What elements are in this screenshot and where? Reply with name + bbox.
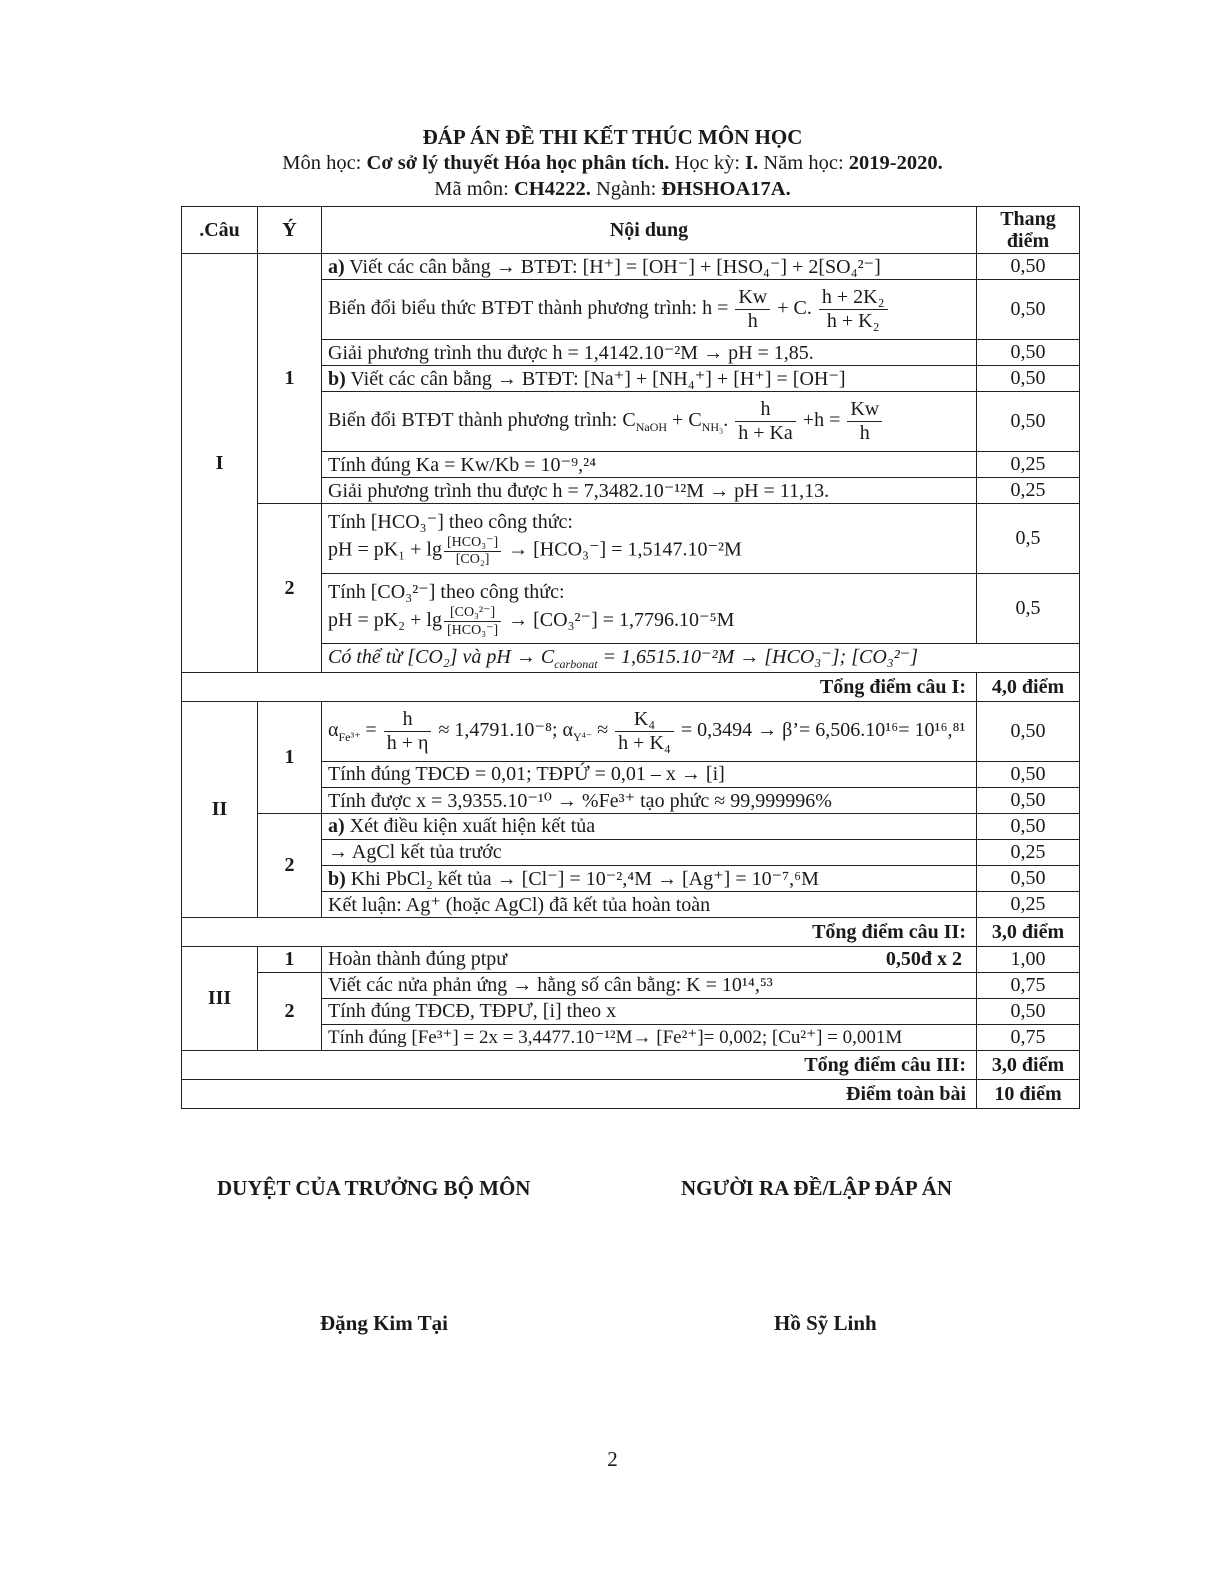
content-cell: Giải phương trình thu được h = 7,3482.10⁻¹²M → pH = 11,13.: [322, 478, 977, 504]
subject-line: [0, 150, 1225, 176]
right-signature-title: NGƯỜI RA ĐỀ/LẬP ĐÁP ÁN: [681, 1176, 953, 1200]
points-cell: 0,50: [977, 788, 1080, 814]
fraction: $\frac{\text{h + 2K₂}}{\text{h + K₂}}$: [819, 286, 888, 333]
points-cell: 0,50: [977, 814, 1080, 840]
total-points: 3,0 điểm: [977, 1051, 1080, 1080]
sub-question-label: 2: [258, 973, 322, 1051]
points-cell: 0,5: [977, 574, 1080, 644]
header-cau: .Câu: [182, 207, 258, 254]
sub-question-label: 2: [258, 814, 322, 918]
points-cell: 0,75: [977, 973, 1080, 999]
course-code: CH4222.: [513, 178, 591, 200]
grand-total-points: 10 điểm: [977, 1080, 1080, 1109]
total-label: Tổng điểm câu I:: [182, 673, 977, 702]
points-cell: 0,5: [977, 504, 1080, 574]
fraction: $\frac{Kw}{h}$: [735, 286, 770, 333]
right-signer-name: Hồ Sỹ Linh: [774, 1311, 877, 1335]
table-row: [182, 814, 1080, 840]
left-signer-name: Đặng Kim Tại: [320, 1311, 448, 1335]
document-title: ĐÁP ÁN ĐỀ THI KẾT THÚC MÔN HỌC: [422, 125, 803, 149]
points-note: 0,50đ x 2: [885, 948, 962, 970]
term-prefix: Học kỳ:: [669, 152, 746, 174]
sub-question-label: 1: [258, 702, 322, 814]
document-header: [0, 124, 1225, 202]
sub-question-label: 1: [258, 254, 322, 504]
content-cell: Tính đúng TĐCĐ, TĐPƯ, [i] theo x: [322, 999, 977, 1025]
sub-question-label: 2: [258, 504, 322, 673]
content-cell: a) Viết các cân bằng → BTĐT: [H⁺] = [OH⁻] + [HSO₄⁻] + 2[SO₄²⁻]: [322, 254, 977, 280]
points-cell: 1,00: [977, 947, 1080, 973]
content-cell: Tính đúng [Fe³⁺] = 2x = 3,4477.10⁻¹²M→ [Fe²⁺]= 0,002; [Cu²⁺] = 0,001M: [322, 1025, 977, 1051]
content-cell: Tính đúng Ka = Kw/Kb = 10⁻⁹,²⁴: [322, 452, 977, 478]
table-header-row: [182, 207, 1080, 254]
points-cell: 0,50: [977, 866, 1080, 892]
points-cell: 0,50: [977, 702, 1080, 762]
total-row: [182, 673, 1080, 702]
fraction: $\frac{h}{h + Ka}$: [735, 398, 796, 445]
fraction: $\frac{Kw}{h}$: [847, 398, 882, 445]
header-y: Ý: [258, 207, 322, 254]
points-cell: 0,25: [977, 478, 1080, 504]
content-cell: Biến đổi BTĐT thành phương trình: $C_{NaOH} + C_{NH_3}$. $\frac{h}{h + Ka}$ +h = $\frac{Kw}{h}$: [322, 392, 977, 452]
grand-total-label: Điểm toàn bài: [182, 1080, 977, 1109]
header-points: Thang điểm: [977, 207, 1080, 254]
content-cell: Viết các nửa phản ứng → hằng số cân bằng: K = 10¹⁴,⁵³: [322, 973, 977, 999]
points-cell: 0,25: [977, 452, 1080, 478]
code-line: [0, 176, 1225, 202]
content-cell: Tính [HCO₃⁻] theo công thức: pH = pK₁ + lg $\frac{\text{[HCO₃⁻]}}{\text{[CO₂]}}$ → [HCO₃⁻] = 1,5147.10⁻²M: [322, 504, 977, 574]
left-signature-title: DUYỆT CỦA TRƯỞNG BỘ MÔN: [217, 1176, 531, 1200]
points-cell: 0,50: [977, 762, 1080, 788]
points-cell: 0,50: [977, 254, 1080, 280]
points-cell: 0,50: [977, 340, 1080, 366]
table-row: [182, 973, 1080, 999]
major: ĐHSHOA17A.: [661, 178, 791, 200]
content-cell: Giải phương trình thu được h = 1,4142.10⁻²M → pH = 1,85.: [322, 340, 977, 366]
points-cell: 0,50: [977, 366, 1080, 392]
fraction: $\frac{\text{K₄}}{\text{h + K₄}}$: [615, 708, 674, 755]
school-year: 2019-2020.: [848, 152, 943, 174]
question-label: II: [182, 702, 258, 918]
content-cell: a) Xét điều kiện xuất hiện kết tủa: [322, 814, 977, 840]
grand-total-row: [182, 1080, 1080, 1109]
sub-question-label: 1: [258, 947, 322, 973]
table-row: [182, 702, 1080, 762]
table-row: [182, 254, 1080, 280]
fraction: $\frac{h}{h + \eta}$: [384, 708, 432, 755]
content-cell: Hoàn thành đúng ptpư 0,50đ x 2: [322, 947, 977, 973]
year-prefix: Năm học:: [758, 152, 849, 174]
page-number: 2: [607, 1447, 618, 1471]
fraction: $\frac{\text{[HCO₃⁻]}}{\text{[CO₂]}}$: [444, 534, 501, 568]
content-cell: Kết luận: Ag⁺ (hoặc AgCl) đã kết tủa hoàn toàn: [322, 892, 977, 918]
major-prefix: Ngành:: [590, 178, 662, 200]
content-cell: → AgCl kết tủa trước: [322, 840, 977, 866]
content-cell: b) Khi PbCl₂ kết tủa → [Cl⁻] = 10⁻²,⁴M → [Ag⁺] = 10⁻⁷,⁶M: [322, 866, 977, 892]
table-row: [182, 947, 1080, 973]
code-prefix: Mã môn:: [434, 178, 514, 200]
question-label: III: [182, 947, 258, 1051]
answer-table: [181, 206, 1080, 1109]
content-cell: Biến đổi biểu thức BTĐT thành phương trình: h = $\frac{Kw}{h}$ + C. $\frac{\text{h + 2K₂}}{\text{h + K₂}}$: [322, 280, 977, 340]
term: I.: [745, 152, 759, 174]
points-cell: 0,50: [977, 999, 1080, 1025]
total-points: 3,0 điểm: [977, 918, 1080, 947]
question-label: I: [182, 254, 258, 673]
points-cell: 0,25: [977, 892, 1080, 918]
content-cell: Tính được x = 3,9355.10⁻¹⁰ → %Fe³⁺ tạo phức ≈ 99,999996%: [322, 788, 977, 814]
fraction: $\frac{\text{[CO₃²⁻]}}{\text{[HCO₃⁻]}}$: [444, 604, 501, 639]
total-row: [182, 1051, 1080, 1080]
subject-name: Cơ sở lý thuyết Hóa học phân tích.: [366, 152, 670, 174]
content-cell: Tính [CO₃²⁻] theo công thức: pH = pK₂ + lg $\frac{\text{[CO₃²⁻]}}{\text{[HCO₃⁻]}}$ → [CO₃²⁻] = 1,7796.10⁻⁵M: [322, 574, 977, 644]
content-cell: Có thể từ [CO₂] và pH → $C_{carbonat} = 1,6515.10^{-2}M \to [HCO_3^-]$; [CO₃²⁻]: [322, 644, 1080, 673]
header-content: Nội dung: [322, 207, 977, 254]
content-cell: Tính đúng TĐCĐ = 0,01; TĐPỨ = 0,01 – x → [i]: [322, 762, 977, 788]
content-cell: b) Viết các cân bằng → BTĐT: [Na⁺] + [NH₄⁺] + [H⁺] = [OH⁻]: [322, 366, 977, 392]
total-points: 4,0 điểm: [977, 673, 1080, 702]
points-cell: 0,50: [977, 392, 1080, 452]
subject-prefix: Môn học:: [282, 152, 367, 174]
total-row: [182, 918, 1080, 947]
content-cell: $\alpha_{Fe^{3+}}$ = $\frac{h}{h + \eta}$ ≈ 1,4791.10⁻⁸; $\alpha_{Y^{4-}}$ ≈ $\frac{\text{K₄}}{\text{h + K₄}}$ = 0,3494 → β’= 6,506.10¹⁶= 10¹⁶,⁸¹: [322, 702, 977, 762]
table-row: [182, 504, 1080, 574]
points-cell: 0,75: [977, 1025, 1080, 1051]
total-label: Tổng điểm câu III:: [182, 1051, 977, 1080]
total-label: Tổng điểm câu II:: [182, 918, 977, 947]
points-cell: 0,25: [977, 840, 1080, 866]
points-cell: 0,50: [977, 280, 1080, 340]
